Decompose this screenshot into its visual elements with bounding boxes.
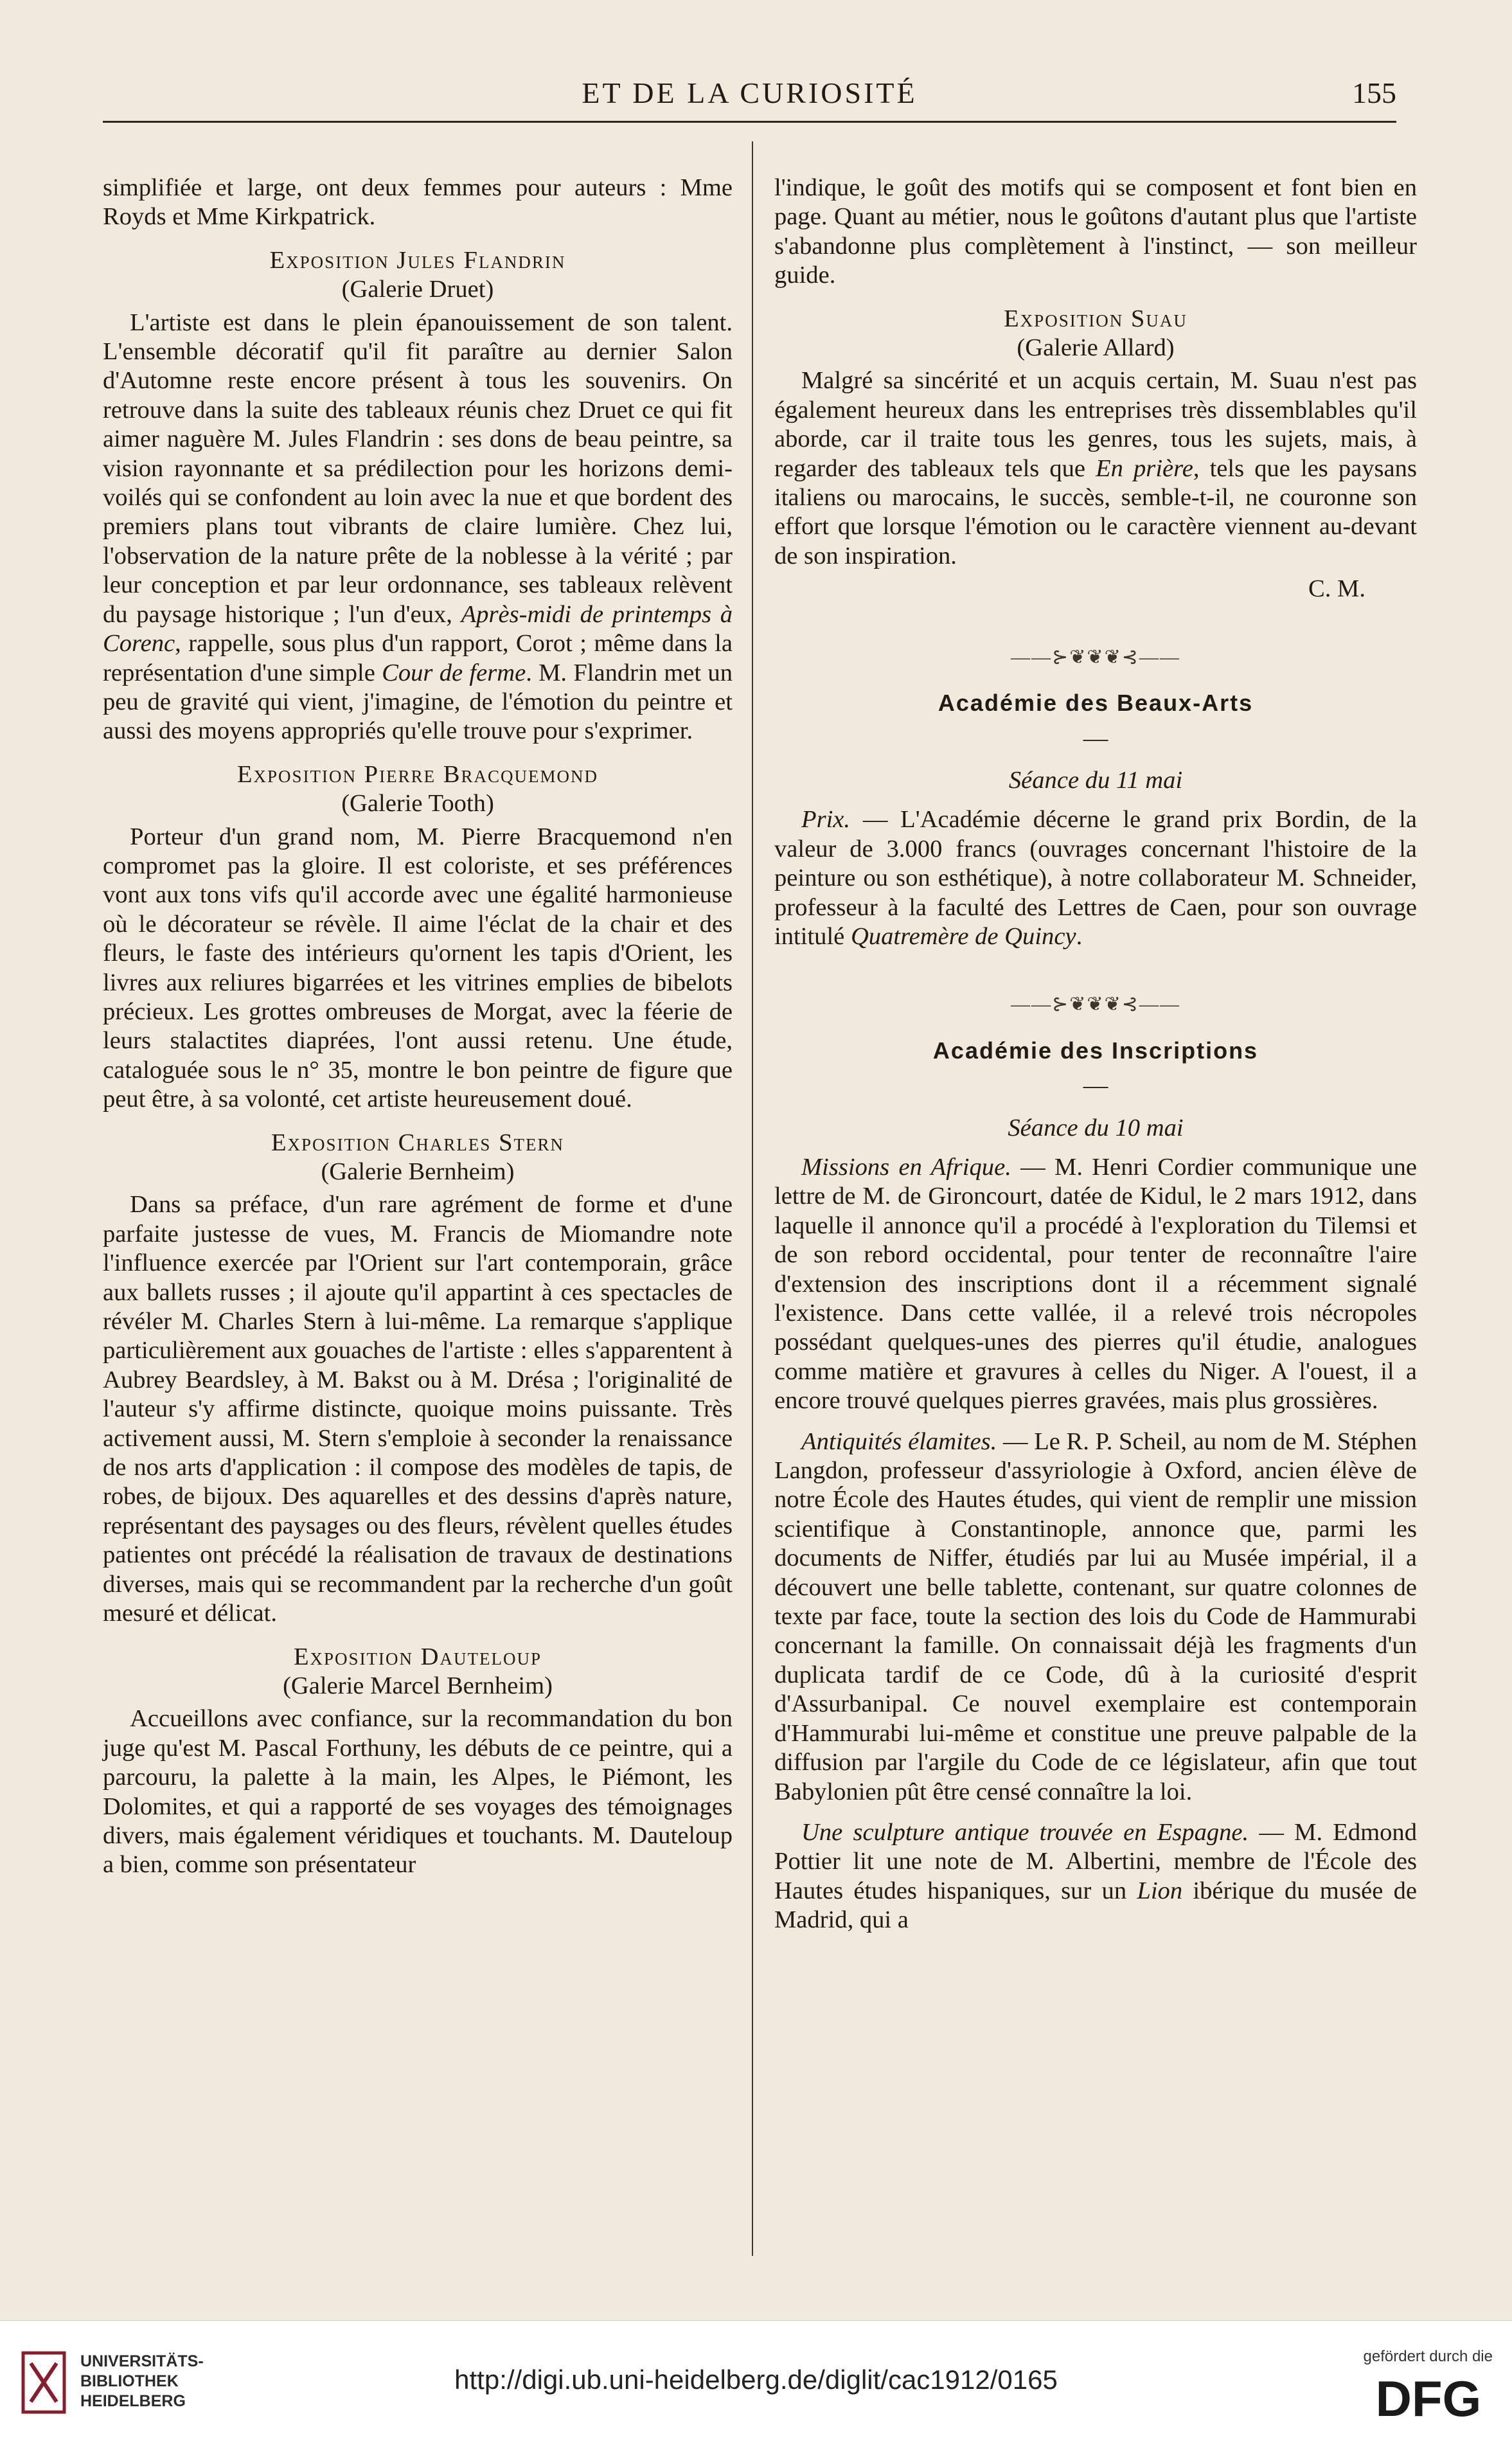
paragraph: Accueillons avec confiance, sur la recommandation du bon juge qu'est M. Pascal Forthuny, les débuts de ce peintre, qui a parcouru, la palette à la main, les Alpes, le Piémont, les Dolomites, et qui a rapporté de ses voyages des témoignages divers, mais également véridiques et touchants. M. Dauteloup a bien, comme son présentateur xyxy=(103,1705,733,1879)
library-name: UNIVERSITÄTS- BIBLIOTHEK HEIDELBERG xyxy=(80,2352,204,2410)
section-heading: Exposition Suau xyxy=(1004,305,1187,332)
ornament-divider: ——⊱❦❦❦⊰—— xyxy=(1011,646,1180,668)
academy-heading: Académie des Beaux-Arts xyxy=(938,690,1254,717)
gallery-name: (Galerie Druet) xyxy=(341,276,494,303)
paragraph: simplifiée et large, ont deux femmes pour auteurs : Mme Royds et Mme Kirkpatrick. xyxy=(103,174,733,231)
paragraph: Antiquités élamites. — Le R. P. Scheil, au nom de M. Stéphen Langdon, professeur d'assyriologie à Oxford, ancien élève de notre École des Hautes études, qui vient de remplir une mission scientifique à Constantinople, annonce que, parmi les documents de Niffer, étudiés par lui au Musée impérial, il a découvert une belle tablette, contenant, sur quatre colonnes de texte par face, toute la section des lois du Code de Hammurabi concernant la famille. On connaissait déjà les fragments d'un duplicata tardif de ce Code, dû à la curiosité d'esprit d'Assurbanipal. Ce nouvel exemplaire est contemporain d'Hammurabi lui-même et constitue une preuve palpable de la diffusion par l'argile du Code de ce législateur, afin que tout Babylonien pût être censé connaître la loi. xyxy=(774,1427,1418,1805)
heading-dash: — xyxy=(1083,1072,1108,1100)
section-heading: Exposition Dauteloup xyxy=(293,1643,542,1670)
section-heading: Exposition Pierre Bracquemond xyxy=(236,760,599,788)
session-date: Séance du 11 mai xyxy=(1008,766,1183,794)
paragraph: L'artiste est dans le plein épanouissement de son talent. L'ensemble décoratif qu'il fit paraître au dernier Salon d'Automne reste encore présent à tous les souvenirs. On retrouve dans la suite des tableaux réunis chez Druet ce qui fit aimer naguère M. Jules Flandrin : ses dons de beau peintre, sa vision rayonnante et sa prédilection pour les horizons demi-voilés qui se confondent au loin avec la nue et que bordent des premiers plans tout vibrants de claire lumière. Chez lui, l'observation de la nature prête de la noblesse à la vérité ; par leur conception et par leur ordonnance, ses tableaux relèvent du paysage historique ; l'un d'eux, Après-midi de printemps à Corenc, rappelle, sous plus d'un rapport, Corot ; même dans la représentation d'une simple Cour de ferme. M. Flandrin met un peu de gravité qui vient, j'imagine, de l'émotion du peintre et aussi des moyens appropriés qu'elle trouve pour s'exprimer. xyxy=(103,308,733,745)
paragraph: Prix. — L'Académie décerne le grand prix Bordin, de la valeur de 3.000 francs (ouvrages concernant l'histoire de la peinture ou son esthétique), à notre collaborateur M. Schneider, professeur à la faculté des Lettres de Caen, pour son ouvrage intitulé Quatremère de Quincy. xyxy=(774,806,1417,950)
running-title: ET DE LA CURIOSITÉ xyxy=(582,76,918,109)
gallery-name: (Galerie Tooth) xyxy=(341,790,494,818)
ornament-divider: ——⊱❦❦❦⊰—— xyxy=(1011,994,1180,1015)
running-head xyxy=(103,76,1396,123)
source-url-link[interactable]: http://digi.ub.uni-heidelberg.de/diglit/cac1912/0165 xyxy=(454,2365,1058,2395)
gallery-name: (Galerie Bernheim) xyxy=(321,1158,515,1185)
left-column xyxy=(103,174,733,1880)
section-heading: Exposition Jules Flandrin xyxy=(269,246,566,274)
page-number: 155 xyxy=(1352,76,1396,109)
heading-dash: — xyxy=(1083,724,1108,752)
paragraph: Malgré sa sincérité et un acquis certain, M. Suau n'est pas également heureux dans les entreprises très dissemblables qu'il aborde, car il traite tous les genres, tous les sujets, mais, à regarder des tableaux tels que En prière, tels que les paysans italiens ou marocains, le succès, semble-t-il, ne couronne son effort que lorsque l'émotion ou le caractère viennent au-devant de son inspiration. xyxy=(774,367,1417,569)
paragraph: Porteur d'un grand nom, M. Pierre Bracquemond n'en compromet pas la gloire. Il est coloriste, et ses préférences vont aux tons vifs qu'il accorde avec une égalité harmonieuse où le décorateur se révèle. Il aime l'éclat de la chair et des fleurs, le faste des intérieurs qu'ornent les tapis d'Orient, les livres aux reliures bigarrées et les vitrines emplies de bibelots précieux. Les grottes ombreuses de Morgat, avec la féerie de leurs stalactites diaprées, l'ont aussi retenu. Une étude, cataloguée sous le n° 35, montre le bon peintre de figure que peut être, à sa volonté, cet artiste heureusement doué. xyxy=(103,823,733,1113)
section-heading: Exposition Charles Stern xyxy=(271,1129,565,1156)
funding-label: gefördert durch die xyxy=(1363,2348,1493,2365)
paragraph: Une sculpture antique trouvée en Espagne. — M. Edmond Pottier lit une note de M. Albertini, membre de l'École des Hautes études hispaniques, sur un Lion ibérique du musée de Madrid, qui a xyxy=(774,1818,1418,1934)
session-date: Séance du 10 mai xyxy=(1008,1114,1184,1141)
svg-text:DFG: DFG xyxy=(1375,2372,1482,2424)
paragraph: Dans sa préface, d'un rare agrément de forme et d'une parfaite justesse de vues, M. Francis de Miomandre note l'influence exercée par l'Orient sur l'art contemporain, grâce aux ballets russes ; il ajoute qu'il appartint à ces spectacles de révéler M. Charles Stern à lui-même. La remarque s'applique particulièrement aux gouaches de l'artiste : elles s'apparentent à Aubrey Beardsley, à M. Bakst ou à M. Drésa ; l'originalité de l'auteur s'y affirme distincte, quoique moins puissante. Très activement aussi, M. Stern s'emploie à seconder la renaissance de nos arts d'application : il compose des modèles de tapis, de robes, de bijoux. Des aquarelles et des dessins d'après nature, représentant des paysages ou des fleurs, révèlent quelles études patientes ont précédé la réalisation de travaux de destinations diverses, mais qui se recommandent par la recherche d'un goût mesuré et délicat. xyxy=(103,1191,733,1627)
academy-heading: Académie des Inscriptions xyxy=(932,1037,1259,1064)
paragraph: Missions en Afrique. — M. Henri Cordier communique une lettre de M. de Gironcourt, datée de Kidul, le 2 mars 1912, dans laquelle il annonce qu'il a procédé à l'exploration du Tilemsi et de son rebord occidental, pour tenter de reconnaître l'aire d'extension des inscriptions dont il a récemment signalé l'existence. Dans cette vallée, il a relevé trois nécropoles possédant quelques-unes des pierres qu'il étudie, analogues comme matière et gravures à celles du Niger. A l'ouest, il a encore trouvé quelques pierres gravées, mais plus grossières. xyxy=(774,1153,1417,1415)
author-signature: C. M. xyxy=(1308,575,1365,603)
column-divider xyxy=(752,141,753,2256)
dfg-logo-icon xyxy=(1364,2372,1493,2424)
paragraph: l'indique, le goût des motifs qui se composent et font bien en page. Quant au métier, nous le goûtons d'autant plus que l'artiste s'abandonne plus complètement à l'instinct, — son meilleur guide. xyxy=(774,174,1417,289)
gallery-name: (Galerie Allard) xyxy=(1017,334,1175,362)
gallery-name: (Galerie Marcel Bernheim) xyxy=(283,1672,553,1699)
digitization-footer xyxy=(0,2320,1512,2441)
right-column xyxy=(774,174,1417,1935)
